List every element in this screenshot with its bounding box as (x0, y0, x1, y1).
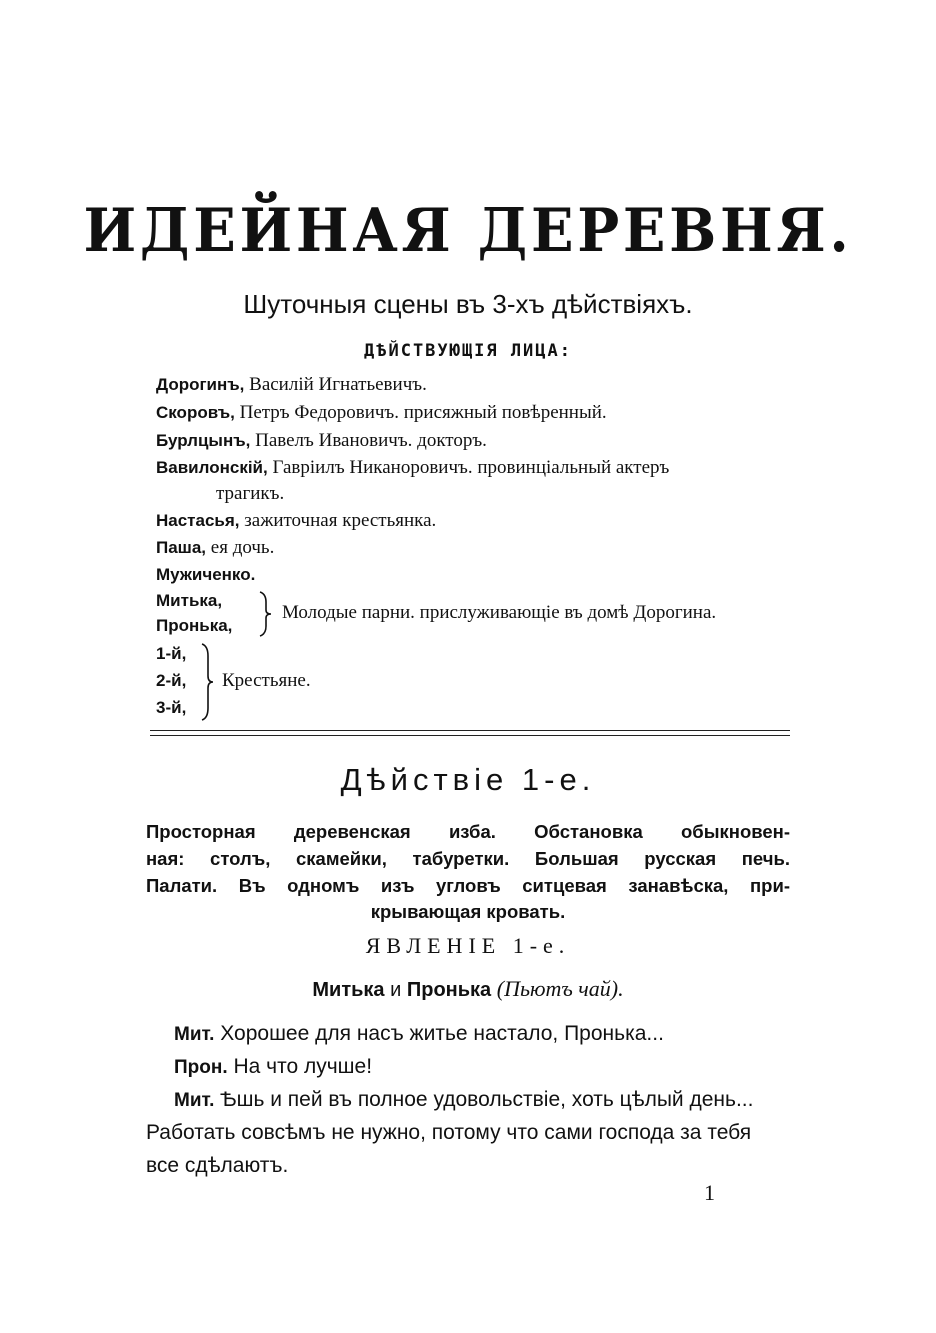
page-number: 1 (704, 1180, 715, 1205)
scene-title: ЯВЛЕНІЕ 1-е. (365, 933, 571, 958)
cast-entry (156, 537, 274, 559)
group2-description: Крестьяне. (222, 670, 311, 691)
cast-desc: Павелъ Ивановичъ. докторъ. (250, 430, 487, 451)
group-member-name: 1-й, (156, 644, 187, 663)
dialogue-line (174, 1022, 664, 1046)
cast-entry (156, 510, 436, 532)
speaker: Мит. (174, 1024, 215, 1045)
cast-desc: зажиточная крестьянка. (239, 510, 437, 531)
cast-name: Паша, (156, 538, 207, 557)
dialogue-line (174, 1088, 753, 1112)
book-title: ИДЕЙНАЯ ДЕРЕВНЯ. (83, 196, 853, 266)
act-title: Дѣйствіе 1-е. (340, 762, 596, 797)
group-member-name: Пронька, (156, 616, 233, 635)
cast-entry (156, 430, 487, 452)
conjunction: и (384, 979, 407, 1001)
group-member (156, 643, 186, 665)
group-member (156, 590, 222, 612)
group-member (156, 697, 186, 719)
cast-name: Дорогинъ, (156, 375, 245, 394)
cast-heading: ДѢЙСТВУЮЩІЯ ЛИЦА: (364, 341, 572, 361)
cast-entry (156, 374, 427, 396)
speech: Хорошее для насъ житье настало, Пронька... (214, 1022, 664, 1045)
divider (150, 735, 790, 736)
group-member-name: Митька, (156, 591, 223, 610)
stage-note: (Пьютъ чай). (496, 976, 624, 1001)
brace-icon (256, 590, 274, 638)
group-member (156, 615, 232, 637)
cast-desc: Василій Игнатьевичъ. (244, 374, 427, 395)
speech: На что лучше! (227, 1055, 373, 1078)
cast-name: Скоровъ, (156, 403, 235, 422)
cast-entry (156, 564, 255, 586)
group1-description: Молодые парни. прислуживающіе въ домѣ Дорогина. (282, 602, 717, 623)
cast-name: Мужиченко. (156, 565, 256, 584)
divider (150, 730, 790, 731)
group-member-name: 2-й, (156, 671, 187, 690)
dialogue-continuation: Работать совсѣмъ не нужно, потому что сами господа за тебя (146, 1121, 752, 1144)
speaker: Мит. (174, 1090, 215, 1111)
brace-icon (198, 642, 216, 722)
cast-desc: Петръ Федоровичъ. присяжный повѣренный. (234, 402, 607, 423)
subtitle: Шуточныя сцены въ 3-хъ дѣйствіяхъ. (243, 289, 693, 319)
stage-direction-line: крывающая кровать. (370, 901, 566, 922)
cast-name: Вавилонскій, (156, 458, 268, 477)
group-member (156, 670, 186, 692)
dialogue-continuation: все сдѣлаютъ. (146, 1154, 289, 1177)
cast-entry (156, 457, 669, 479)
cast-desc: Гавріилъ Никаноровичъ. провинціальный актеръ (267, 457, 670, 478)
speaker: Прон. (174, 1057, 228, 1078)
scene-characters (0, 976, 936, 1002)
stage-direction-line: Палати. Въ одномъ изъ угловъ ситцевая занавѣска, при- (146, 875, 790, 896)
cast-continuation: трагикъ. (216, 483, 285, 504)
cast-entry (156, 402, 607, 424)
cast-name: Бурлцынъ, (156, 431, 251, 450)
cast-name: Настасья, (156, 511, 240, 530)
speech: Ѣшь и пей въ полное удовольствіе, хоть цѣлый день... (214, 1088, 754, 1111)
stage-direction-line: ная: столъ, скамейки, табуретки. Большая русская печь. (146, 848, 790, 869)
character-name: Пронька (406, 979, 492, 1001)
dialogue-line (174, 1055, 372, 1079)
stage-direction-line: Просторная деревенская изба. Обстановка обыкновен- (146, 821, 790, 842)
cast-desc: ея дочь. (206, 537, 275, 558)
character-name: Митька (312, 979, 385, 1001)
group-member-name: 3-й, (156, 698, 187, 717)
